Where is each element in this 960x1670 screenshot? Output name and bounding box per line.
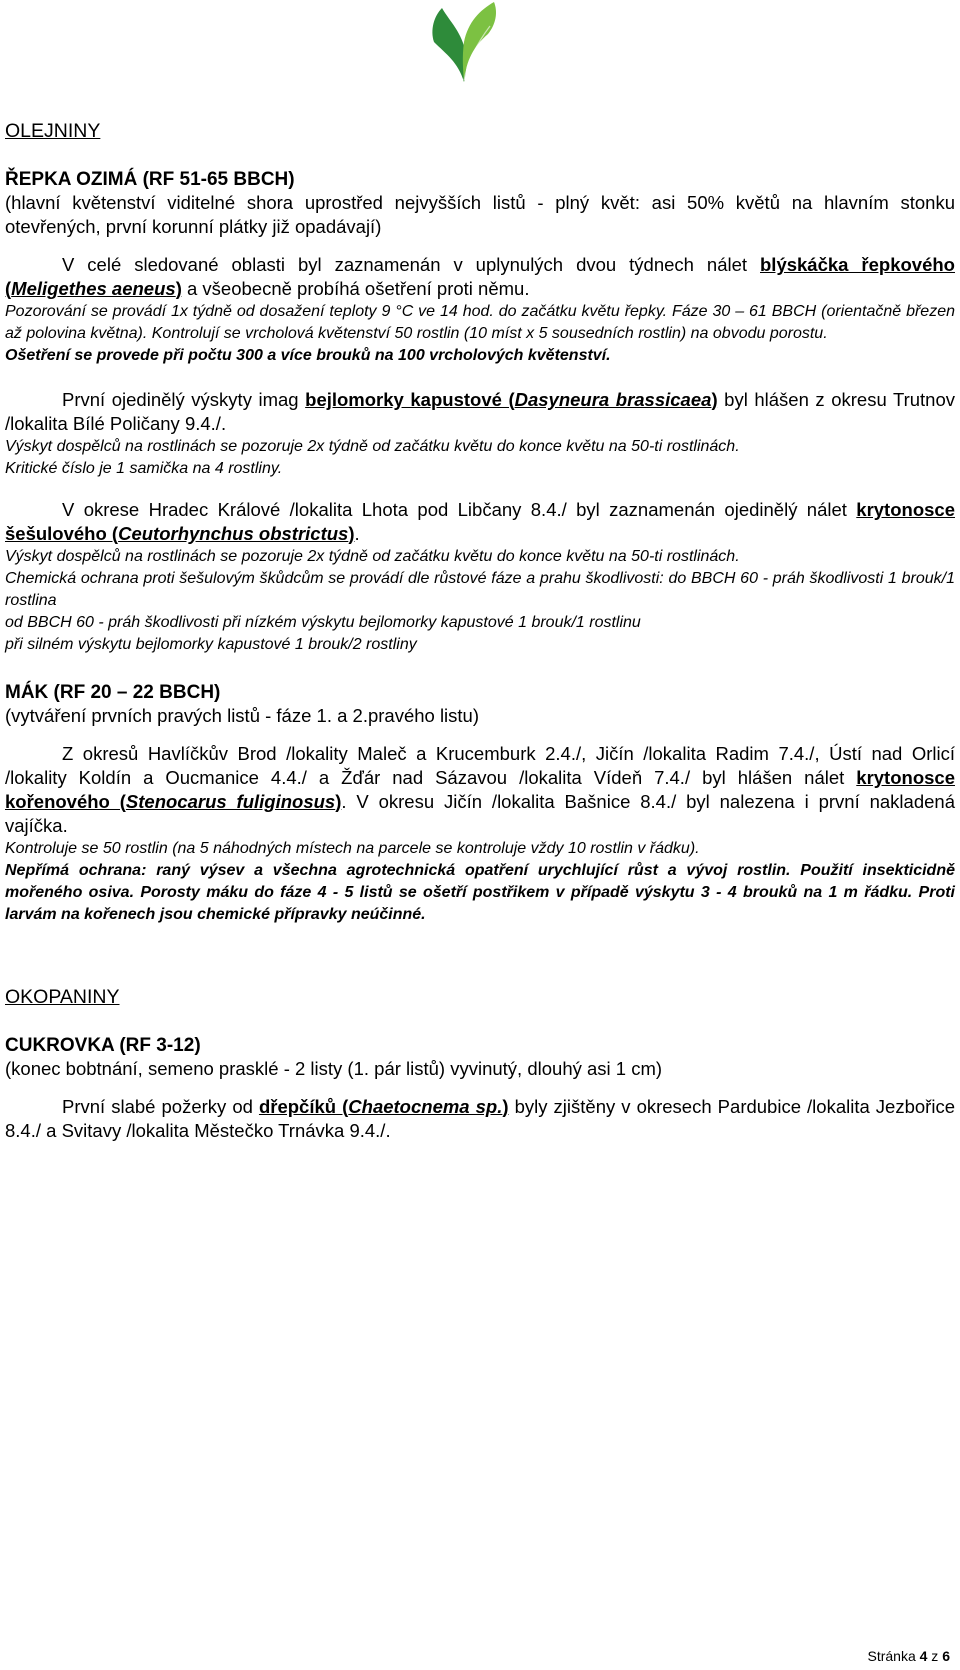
crop-heading-cukrovka: CUKROVKA (RF 3-12) [5,1035,201,1056]
note-bejlomorka-threshold: Kritické číslo je 1 samička na 4 rostliny. [5,460,283,477]
crop-phase-cukrovka: (konec bobtnání, semeno prasklé - 2 listy (1. pár listů) vyvinutý, dlouhý asi 1 cm) [5,1058,663,1079]
note-mak-protection: Nepřímá ochrana: raný výsev a všechna agrotechnická opatření urychlující růst a vývoj rostlin. Použití insekticidně mořeného osiva. Porosty máku do fáze 4 - 5 listů se ošetří postřikem v případě výskytu 3 - 4 brouků na 1 m řádku. Proti larvám na kořenech jsou chemické přípravky neúčinné. [5,862,955,923]
crop-heading-repka: ŘEPKA OZIMÁ (RF 51-65 BBCH) [5,169,295,190]
note-mak-monitoring: Kontroluje se 50 rostlin (na 5 náhodných místech na parcele se kontroluje vždy 10 rostlin v řádku). [5,840,700,857]
note-threshold-high: při silném výskytu bejlomorky kapustové 1 brouk/2 rostliny [5,636,417,653]
note-bejlomorka-monitoring: Výskyt dospělců na rostlinách se pozoruje 2x týdně od začátku květu do konce květu na 50-ti rostlinách. [5,438,740,455]
section-title-olejniny: OLEJNINY [5,120,101,142]
note-blyskacek-monitoring: Pozorování se provádí 1x týdně od dosažení teploty 9 °C ve 14 hod. do začátku květu řepky. Fáze 30 – 61 BBCH (orientačně březen až polovina května). Kontrolují se vrcholová květenství 50 rostlin (10 míst x 5 sousedních rostlin) na obvodu porostu. [5,303,955,342]
section-title-okopaniny: OKOPANINY [5,986,120,1008]
document-body [5,120,955,1143]
note-threshold-low: od BBCH 60 - práh škodlivosti při nízkém výskytu bejlomorky kapustové 1 brouk/1 rostlinu [5,614,641,631]
paragraph-drepciky: První slabé požerky od dřepčíků (Chaetocnema sp.) byly zjištěny v okresech Pardubice /lokalita Jezbořice 8.4./ a Svitavy /lokalita Městečko Trnávka 9.4./. [5,1096,955,1141]
note-chemical-protection: Chemická ochrana proti šešulovým škůdcům se provádí dle růstové fáze a prahu škodlivosti: do BBCH 60 - práh škodlivosti 1 brouk/1 rostlina [5,570,955,609]
leaf-logo-icon [428,2,500,84]
paragraph-krytonosec-korenovy: Z okresů Havlíčkův Brod /lokality Maleč a Krucemburk 2.4./, Jičín /lokalita Radim 7.4./, Ústí nad Orlicí /lokality Koldín a Oucmanice 4.4./ a Žďár nad Sázavou /lokalita Vídeň 7.4./ byl hlášen nálet krytonosce kořenového (Stenocarus fuliginosus). V okresu Jičín /lokalita Bašnice 8.4./ byl nalezena i první nakladená vajíčka. [5,743,955,836]
page-number: Stránka 4 z 6 [867,1648,950,1664]
note-krytonosec-monitoring: Výskyt dospělců na rostlinách se pozoruje 2x týdně od začátku květu do konce květu na 50-ti rostlinách. [5,548,740,565]
paragraph-blyskacek: V celé sledované oblasti byl zaznamenán v uplynulých dvou týdnech nálet blýskáčka řepkového (Meligethes aeneus) a všeobecně probíhá ošetření proti němu. [5,254,955,299]
note-blyskacek-threshold: Ošetření se provede při počtu 300 a více brouků na 100 vrcholových květenství. [5,347,611,364]
paragraph-krytonosec-sesulovy: V okrese Hradec Králové /lokalita Lhota pod Libčany 8.4./ byl zaznamenán ojedinělý nálet krytonosce šešulového (Ceutorhynchus obstrictus). [5,499,955,544]
paragraph-bejlomorka: První ojedinělý výskyty imag bejlomorky kapustové (Dasyneura brassicaea) byl hlášen z okresu Trutnov /lokalita Bílé Poličany 9.4./. [5,389,955,434]
crop-heading-mak: MÁK (RF 20 – 22 BBCH) [5,682,221,703]
crop-phase-repka: (hlavní květenství viditelné shora uprostřed nejvyšších listů - plný květ: asi 50% květů na hlavním stonku otevřených, první korunní plátky již opadávají) [5,192,955,237]
crop-phase-mak: (vytváření prvních pravých listů - fáze 1. a 2.pravého listu) [5,705,480,726]
